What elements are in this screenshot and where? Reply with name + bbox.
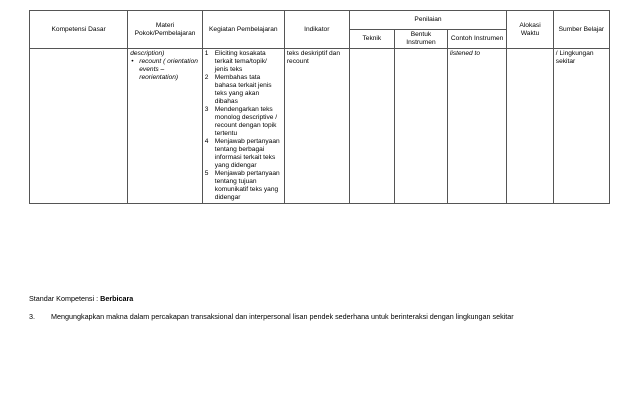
kegiatan-item: 4 Menjawab pertanyaan tentang berbagai informasi terkait teks yang didengar [204,138,280,169]
cell-kegiatan [202,49,284,204]
kegiatan-item: 5 Menjawab pertanyaan tentang tujuan komunikatif teks yang didengar [204,170,280,201]
kegiatan-item: 3 Mendengarkan teks monolog descriptive / recount dengan topik tertentu [204,106,278,137]
header-alokasi-waktu: Alokasi Waktu [507,11,553,49]
kd-number: 3. [29,312,35,321]
header-teknik: Teknik [349,30,394,49]
materi-bullets [130,58,200,82]
header-indikator: Indikator [284,11,349,49]
header-kompetensi-dasar: Kompetensi Dasar [30,11,128,49]
standar-kompetensi [29,294,133,303]
header-materi: Materi Pokok/Pembelajaran [128,11,203,49]
kegiatan-item: 2 Membahas tata bahasa terkait jenis teks yang akan dibahas [204,74,272,105]
cell-materi [128,49,203,204]
cell-sumber: / Lingkungan sekitar [553,49,609,204]
header-kegiatan: Kegiatan Pembelajaran [202,11,284,49]
kd-text: Mengungkapkan makna dalam percakapan transaksional dan interpersonal lisan pendek sederhana untuk berinteraksi dengan lingkungan sekitar [51,312,514,321]
cell-indikator: teks deskriptif dan recount [284,49,349,204]
materi-continued: description) [130,50,165,57]
cell-kompetensi [30,49,128,204]
header-bentuk-instrumen: Bentuk Instrumen [395,30,448,49]
standar-value: Berbicara [100,294,134,303]
materi-bullet: • recount ( orientation events – reorientation) [139,58,200,82]
kegiatan-list [205,50,282,202]
cell-bentuk [395,49,448,204]
cell-teknik [349,49,394,204]
cell-alokasi [507,49,553,204]
header-contoh-instrumen: Contoh Instrumen [447,30,506,49]
cell-contoh: listened to [447,49,506,204]
header-sumber-belajar: Sumber Belajar [553,11,609,49]
header-penilaian: Penilaian [349,11,507,30]
silabus-table [29,10,610,204]
kegiatan-item: 1 Eliciting kosakata terkait tema/topik/ jenis teks [204,50,267,73]
kompetensi-dasar-line [29,312,514,321]
standar-label: Standar Kompetensi : [29,294,99,303]
